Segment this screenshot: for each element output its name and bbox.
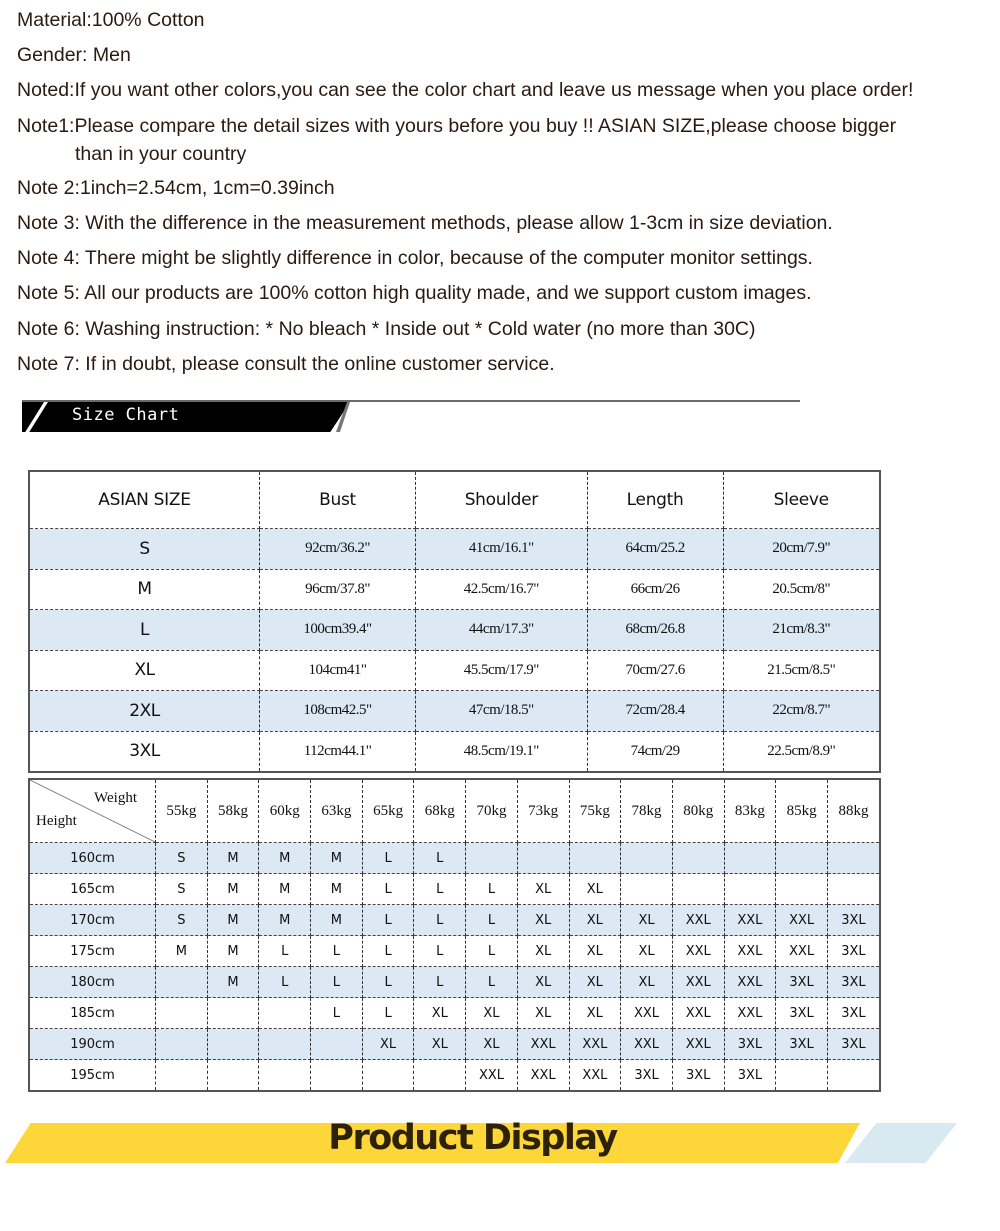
recommended-size-cell <box>827 1060 880 1092</box>
note-line: Note 7: If in doubt, please consult the online customer service. <box>17 352 555 375</box>
weight-header: 88kg <box>827 779 880 843</box>
weight-header: 80kg <box>672 779 724 843</box>
measurement-cell: 92cm/36.2" <box>260 529 416 570</box>
height-label: 180cm <box>29 967 156 998</box>
recommended-size-cell: 3XL <box>827 998 880 1029</box>
recommended-size-cell: XL <box>569 998 621 1029</box>
weight-header: 68kg <box>414 779 466 843</box>
recommended-size-cell: XL <box>517 967 569 998</box>
recommended-size-cell: S <box>156 905 208 936</box>
note-line: Noted:If you want other colors,you can see the color chart and leave us message when you place order! <box>17 79 914 102</box>
column-header: Shoulder <box>416 471 588 529</box>
recommended-size-cell: M <box>207 936 259 967</box>
column-header: Sleeve <box>723 471 880 529</box>
recommended-size-cell: XL <box>621 967 673 998</box>
recommended-size-cell: L <box>466 905 518 936</box>
recommended-size-cell <box>156 1029 208 1060</box>
weight-header: 73kg <box>517 779 569 843</box>
note-line: Gender: Men <box>17 44 131 67</box>
recommended-size-cell: 3XL <box>827 967 880 998</box>
weight-header: 65kg <box>362 779 414 843</box>
recommended-size-cell: XXL <box>776 936 828 967</box>
table-row <box>29 843 880 874</box>
size-label: L <box>29 610 260 651</box>
note-line: Note 2:1inch=2.54cm, 1cm=0.39inch <box>17 176 335 199</box>
note-line: Note1:Please compare the detail sizes with yours before you buy !! ASIAN SIZE,please choose bigger <box>17 114 897 137</box>
recommended-size-cell: M <box>207 905 259 936</box>
recommended-size-cell <box>672 843 724 874</box>
measurement-cell: 100cm39.4" <box>260 610 416 651</box>
recommended-size-cell: XXL <box>672 998 724 1029</box>
recommended-size-cell: 3XL <box>724 1060 776 1092</box>
table-row <box>29 569 880 610</box>
recommended-size-cell <box>156 967 208 998</box>
recommended-size-cell: XXL <box>672 1029 724 1060</box>
recommended-size-cell: L <box>362 998 414 1029</box>
height-label: 195cm <box>29 1060 156 1092</box>
recommended-size-cell: L <box>311 998 363 1029</box>
recommended-size-cell: XL <box>569 874 621 905</box>
recommended-size-cell: XL <box>362 1029 414 1060</box>
recommended-size-cell: 3XL <box>776 1029 828 1060</box>
recommended-size-cell: L <box>414 967 466 998</box>
recommended-size-cell: XL <box>517 874 569 905</box>
measurement-cell: 48.5cm/19.1" <box>416 731 588 772</box>
height-label: Height <box>36 813 77 829</box>
recommended-size-cell: L <box>414 874 466 905</box>
recommended-size-cell: XL <box>517 998 569 1029</box>
recommended-size-cell <box>311 1029 363 1060</box>
measurement-cell: 22cm/8.7" <box>723 691 880 732</box>
weight-label: Weight <box>94 790 137 806</box>
recommended-size-cell <box>207 1060 259 1092</box>
measurement-cell: 22.5cm/8.9" <box>723 731 880 772</box>
recommended-size-cell: XL <box>621 905 673 936</box>
column-header: Bust <box>260 471 416 529</box>
table-header-row <box>29 471 880 529</box>
recommended-size-cell: L <box>362 936 414 967</box>
recommended-size-cell: XL <box>569 936 621 967</box>
weight-header: 58kg <box>207 779 259 843</box>
measurement-cell: 70cm/27.6 <box>587 650 723 691</box>
recommended-size-cell <box>156 998 208 1029</box>
table-row <box>29 967 880 998</box>
recommended-size-cell <box>776 843 828 874</box>
measurement-cell: 66cm/26 <box>587 569 723 610</box>
size-label: S <box>29 529 260 570</box>
recommended-size-cell <box>259 1060 311 1092</box>
recommended-size-cell <box>569 843 621 874</box>
size-label: 2XL <box>29 691 260 732</box>
recommended-size-cell <box>724 874 776 905</box>
table-row <box>29 1029 880 1060</box>
recommended-size-cell <box>776 874 828 905</box>
recommended-size-cell: 3XL <box>776 998 828 1029</box>
recommended-size-cell: XXL <box>672 905 724 936</box>
note-line: than in your country <box>75 142 247 165</box>
recommended-size-cell <box>517 843 569 874</box>
measurement-cell: 20.5cm/8" <box>723 569 880 610</box>
recommended-size-cell: XXL <box>621 1029 673 1060</box>
recommended-size-cell <box>414 1060 466 1092</box>
measurement-cell: 96cm/37.8" <box>260 569 416 610</box>
recommended-size-cell: XXL <box>724 905 776 936</box>
recommended-size-cell <box>207 998 259 1029</box>
measurement-cell: 104cm41" <box>260 650 416 691</box>
recommended-size-cell: L <box>466 874 518 905</box>
recommended-size-cell: M <box>311 905 363 936</box>
recommended-size-cell <box>259 998 311 1029</box>
recommended-size-cell: XL <box>517 905 569 936</box>
weight-header: 85kg <box>776 779 828 843</box>
measurement-cell: 20cm/7.9" <box>723 529 880 570</box>
note-line: Note 6: Washing instruction: * No bleach * Inside out * Cold water (no more than 30C) <box>17 317 756 340</box>
table-row <box>29 936 880 967</box>
height-label: 170cm <box>29 905 156 936</box>
recommended-size-cell: XXL <box>724 967 776 998</box>
recommended-size-cell: L <box>259 967 311 998</box>
recommended-size-cell: M <box>207 843 259 874</box>
recommended-size-cell: 3XL <box>621 1060 673 1092</box>
recommended-size-cell <box>724 843 776 874</box>
corner-header <box>29 779 156 843</box>
recommended-size-cell: L <box>466 967 518 998</box>
measurement-cell: 68cm/26.8 <box>587 610 723 651</box>
size-measurement-table <box>28 470 881 773</box>
measurement-cell: 74cm/29 <box>587 731 723 772</box>
table-row <box>29 650 880 691</box>
size-chart-title: Size Chart <box>72 405 180 425</box>
recommended-size-cell: M <box>311 874 363 905</box>
measurement-cell: 64cm/25.2 <box>587 529 723 570</box>
recommended-size-cell: XL <box>466 998 518 1029</box>
recommended-size-cell: L <box>311 936 363 967</box>
recommended-size-cell: 3XL <box>827 936 880 967</box>
recommended-size-cell <box>827 874 880 905</box>
measurement-cell: 41cm/16.1" <box>416 529 588 570</box>
recommended-size-cell: XL <box>414 998 466 1029</box>
measurement-cell: 44cm/17.3" <box>416 610 588 651</box>
recommended-size-cell: M <box>156 936 208 967</box>
recommended-size-cell: S <box>156 843 208 874</box>
recommended-size-cell: 3XL <box>827 905 880 936</box>
weight-header: 63kg <box>311 779 363 843</box>
weight-header: 70kg <box>466 779 518 843</box>
table-row <box>29 905 880 936</box>
weight-header: 78kg <box>621 779 673 843</box>
recommended-size-cell: XL <box>466 1029 518 1060</box>
height-label: 160cm <box>29 843 156 874</box>
recommended-size-cell: XXL <box>569 1029 621 1060</box>
recommended-size-cell: M <box>311 843 363 874</box>
size-chart-divider <box>22 400 800 402</box>
recommended-size-cell: M <box>207 967 259 998</box>
table-row <box>29 874 880 905</box>
weight-header: 55kg <box>156 779 208 843</box>
measurement-cell: 108cm42.5" <box>260 691 416 732</box>
recommended-size-cell: 3XL <box>776 967 828 998</box>
recommended-size-cell: XXL <box>517 1029 569 1060</box>
height-label: 190cm <box>29 1029 156 1060</box>
recommended-size-cell <box>827 843 880 874</box>
recommended-size-cell: XL <box>569 905 621 936</box>
recommended-size-cell: 3XL <box>724 1029 776 1060</box>
weight-header: 83kg <box>724 779 776 843</box>
measurement-cell: 72cm/28.4 <box>587 691 723 732</box>
recommended-size-cell: XXL <box>724 998 776 1029</box>
height-weight-fit-table <box>28 778 881 1092</box>
recommended-size-cell <box>156 1060 208 1092</box>
recommended-size-cell <box>621 874 673 905</box>
note-line: Material:100% Cotton <box>17 9 205 31</box>
product-notes <box>17 6 997 385</box>
table-row <box>29 610 880 651</box>
recommended-size-cell: XXL <box>672 967 724 998</box>
recommended-size-cell <box>259 1029 311 1060</box>
size-label: XL <box>29 650 260 691</box>
recommended-size-cell: XXL <box>776 905 828 936</box>
recommended-size-cell <box>621 843 673 874</box>
recommended-size-cell: L <box>362 874 414 905</box>
height-label: 185cm <box>29 998 156 1029</box>
table-row <box>29 731 880 772</box>
measurement-cell: 47cm/18.5" <box>416 691 588 732</box>
recommended-size-cell: XXL <box>621 998 673 1029</box>
recommended-size-cell: XXL <box>517 1060 569 1092</box>
recommended-size-cell: XL <box>414 1029 466 1060</box>
recommended-size-cell: L <box>362 843 414 874</box>
recommended-size-cell <box>466 843 518 874</box>
table-row <box>29 529 880 570</box>
recommended-size-cell: 3XL <box>827 1029 880 1060</box>
recommended-size-cell: L <box>311 967 363 998</box>
recommended-size-cell: M <box>259 843 311 874</box>
height-label: 165cm <box>29 874 156 905</box>
table-header-row <box>29 779 880 843</box>
table-row <box>29 1060 880 1092</box>
recommended-size-cell: L <box>362 967 414 998</box>
column-header: Length <box>587 471 723 529</box>
size-label: 3XL <box>29 731 260 772</box>
recommended-size-cell: L <box>466 936 518 967</box>
recommended-size-cell <box>207 1029 259 1060</box>
recommended-size-cell: S <box>156 874 208 905</box>
recommended-size-cell: L <box>414 905 466 936</box>
recommended-size-cell: M <box>207 874 259 905</box>
recommended-size-cell <box>311 1060 363 1092</box>
weight-header: 60kg <box>259 779 311 843</box>
recommended-size-cell: XXL <box>466 1060 518 1092</box>
recommended-size-cell <box>672 874 724 905</box>
recommended-size-cell: 3XL <box>672 1060 724 1092</box>
recommended-size-cell: XXL <box>672 936 724 967</box>
measurement-cell: 112cm44.1" <box>260 731 416 772</box>
recommended-size-cell: XL <box>621 936 673 967</box>
product-display-title: Product Display <box>328 1118 617 1158</box>
recommended-size-cell: M <box>259 905 311 936</box>
recommended-size-cell <box>776 1060 828 1092</box>
measurement-cell: 42.5cm/16.7" <box>416 569 588 610</box>
note-line: Note 5: All our products are 100% cotton high quality made, and we support custom images. <box>17 282 812 305</box>
weight-header: 75kg <box>569 779 621 843</box>
table-row <box>29 691 880 732</box>
recommended-size-cell: XXL <box>724 936 776 967</box>
recommended-size-cell: L <box>414 936 466 967</box>
size-label: M <box>29 569 260 610</box>
recommended-size-cell: M <box>259 874 311 905</box>
note-line: Note 3: With the difference in the measurement methods, please allow 1-3cm in size deviation. <box>17 211 833 234</box>
height-label: 175cm <box>29 936 156 967</box>
recommended-size-cell: XL <box>569 967 621 998</box>
table-row <box>29 998 880 1029</box>
note-line: Note 4: There might be slightly difference in color, because of the computer monitor settings. <box>17 247 813 270</box>
measurement-cell: 21cm/8.3" <box>723 610 880 651</box>
recommended-size-cell: L <box>259 936 311 967</box>
recommended-size-cell: L <box>362 905 414 936</box>
measurement-cell: 45.5cm/17.9" <box>416 650 588 691</box>
measurement-cell: 21.5cm/8.5" <box>723 650 880 691</box>
recommended-size-cell: L <box>414 843 466 874</box>
recommended-size-cell: XXL <box>569 1060 621 1092</box>
recommended-size-cell: XL <box>517 936 569 967</box>
column-header: ASIAN SIZE <box>29 471 260 529</box>
recommended-size-cell <box>362 1060 414 1092</box>
